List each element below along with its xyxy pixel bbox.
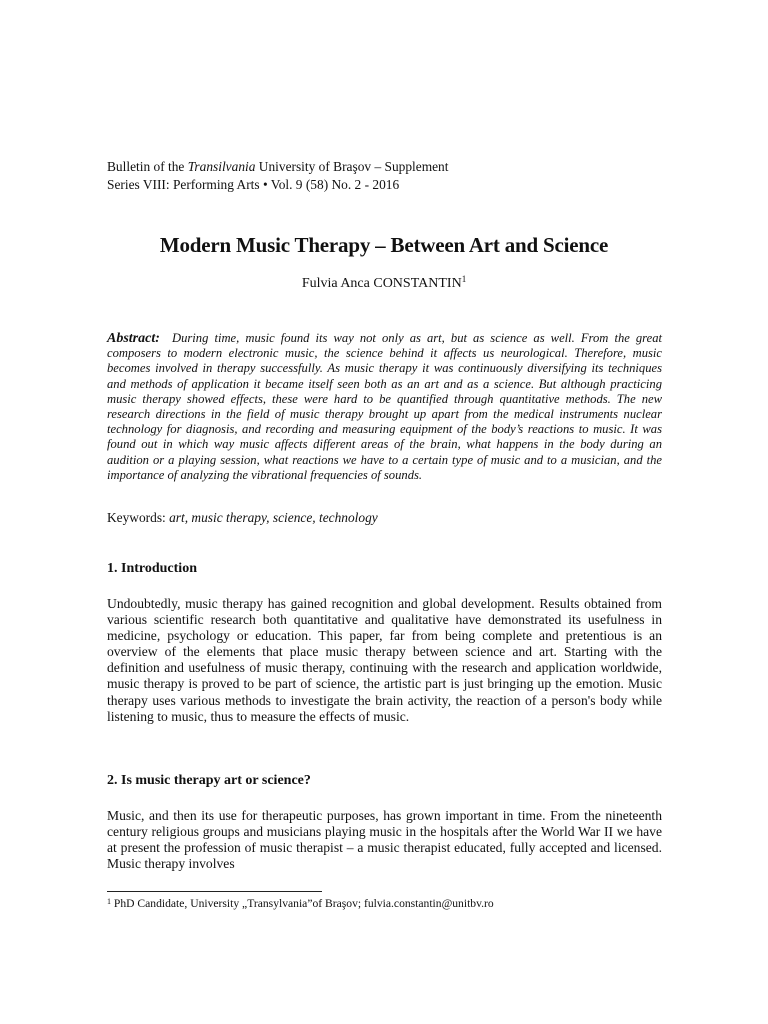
footnote-mark: 1 [107, 897, 111, 906]
header-journal-italic: Transilvania [187, 159, 256, 174]
keywords [107, 510, 378, 526]
abstract [107, 331, 662, 483]
journal-header [107, 158, 448, 194]
section-heading-introduction: 1. Introduction [107, 561, 197, 576]
header-line-1: Bulletin of the Transilvania University of Braşov – Supplement [107, 159, 449, 174]
section-text-introduction: Undoubtedly, music therapy has gained recognition and global development. Results obtained from various scientific research both quantitative and qualitative have demonstrated its usefulness in medicine, psychology or education. This paper, far from being complete and pretentious is an overview of the elements that place music therapy between science and art. Starting with the definition and usefulness of music therapy, continuing with the research and application worldwide, music therapy is proved to be part of science, the artistic part is just bringing up the emotion. Music therapy uses various methods to investigate the brain activity, the reaction of a person's body while listening to music, thus to measure the effects of music. [107, 596, 662, 724]
author-footnote-mark: 1 [461, 274, 467, 284]
header-line-2: Series VIII: Performing Arts • Vol. 9 (58) No. 2 - 2016 [107, 177, 400, 192]
footnote [107, 897, 494, 910]
abstract-text: During time, music found its way not only as art, but as science as well. From the great composers to modern electronic music, the science behind it affects us neurological. Therefore, music becomes involved in therapy successfully. As music therapy it was continuously diversifying its techniques and methods of application it became itself seen both as an art and as a science. But although practicing music therapy showed effects, these were hard to be quantified through quantitative methods. The new research directions in the field of music therapy brought up apart from the medical instruments nuclear technology for diagnosis, and recording and measuring equipment of the body’s reactions to music. It was found out in which way music affects different areas of the brain, what happens in the body during an audition or a playing session, what reactions we have to a certain type of music and to a musician, and the importance of analyzing the vibrational frequencies of sounds. [107, 331, 663, 482]
section-text-art-or-science: Music, and then its use for therapeutic purposes, has grown important in time. From the nineteenth century religious groups and musicians playing music in the hospitals after the World War II we have at present the profession of music therapist – a music therapist educated, fully accepted and licensed. Music therapy involves [107, 808, 662, 872]
paper-title: Modern Music Therapy – Between Art and Science [159, 233, 609, 257]
keywords-label: Keywords: [107, 510, 170, 525]
section-heading-art-or-science: 2. Is music therapy art or science? [107, 773, 311, 788]
keywords-value: art, music therapy, science, technology [169, 510, 378, 525]
author-name: Fulvia Anca CONSTANTIN [301, 276, 462, 291]
abstract-label: Abstract: [107, 331, 160, 346]
author [0, 276, 768, 292]
footnote-divider [107, 891, 322, 892]
footnote-text: PhD Candidate, University „Transylvania”of Braşov; fulvia.constantin@unitbv.ro [111, 897, 494, 910]
